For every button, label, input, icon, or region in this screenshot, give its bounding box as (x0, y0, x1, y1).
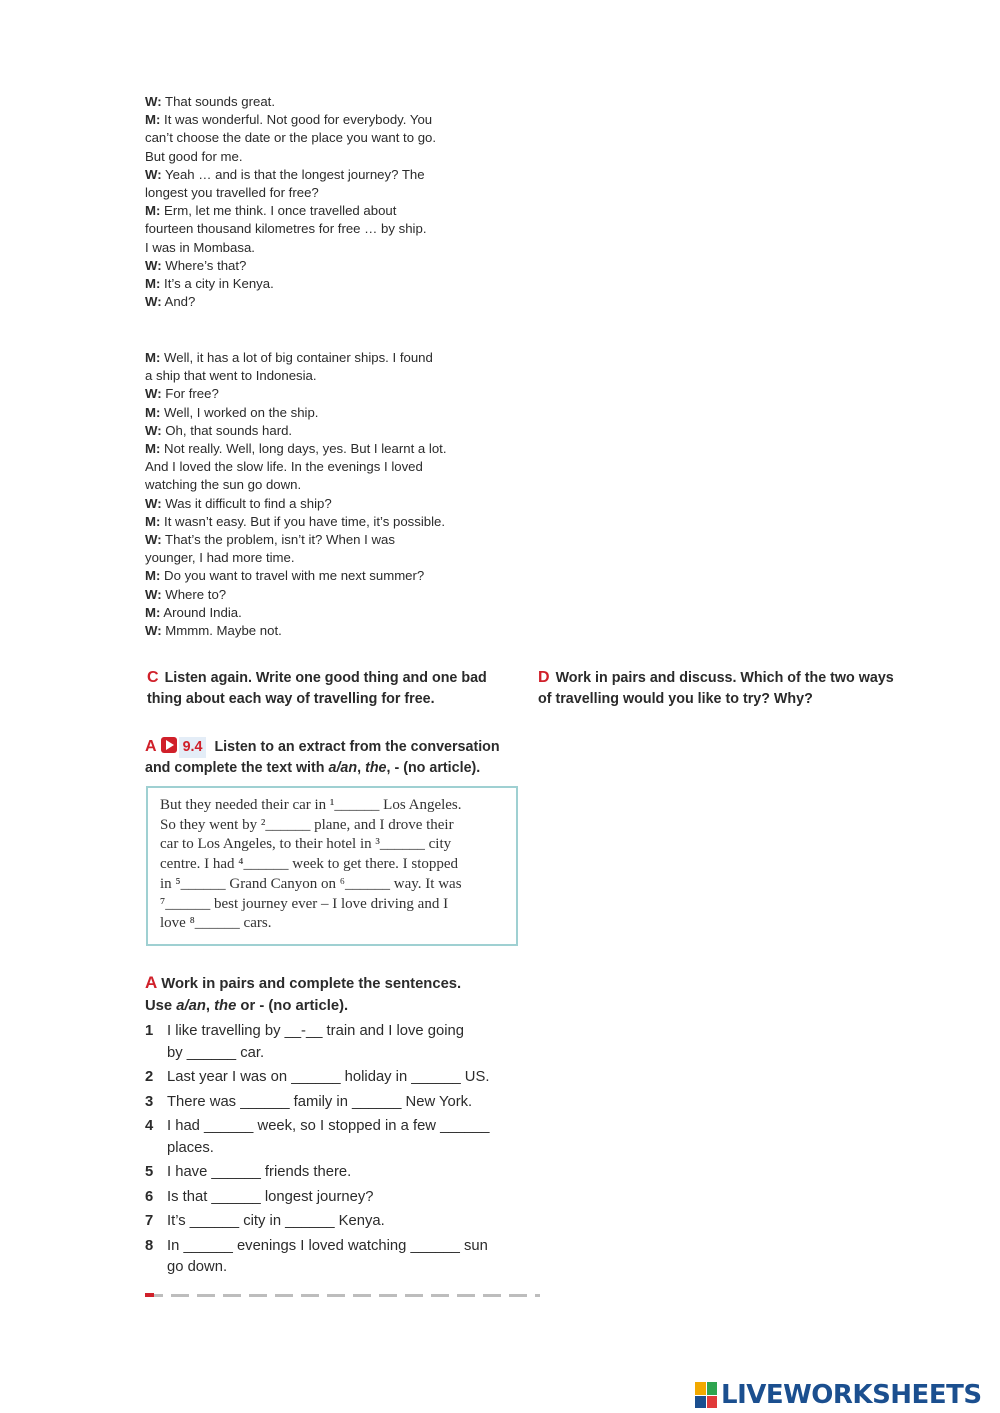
exercise-item (145, 1162, 535, 1184)
logo-mark-block (707, 1382, 718, 1395)
exercise-item (145, 1067, 535, 1089)
logo-mark-block (707, 1396, 718, 1409)
item-number: 7 (145, 1213, 154, 1229)
dialogue-text: For free? (161, 386, 219, 402)
item-number: 6 (145, 1188, 154, 1205)
exercise-a-option-1: a/an (176, 998, 206, 1014)
dialogue-text: That sounds great. (161, 94, 275, 109)
exercise-item (145, 1116, 535, 1159)
logo-mark-block (695, 1396, 706, 1409)
dialogue-part-1 (145, 93, 505, 311)
dialogue-text: Where to? (161, 586, 227, 602)
speaker-label: M: (145, 513, 161, 529)
item-text-line: I had ______ week, so I stopped in a few ______ (167, 1118, 490, 1134)
item-text (167, 1116, 535, 1159)
item-text-line: by ______ car. (167, 1044, 265, 1061)
speaker-label: W: (145, 532, 162, 548)
dialogue-line (145, 93, 505, 111)
dialogue-line (145, 422, 505, 440)
item-text (167, 1021, 535, 1064)
exercise-item (145, 1236, 535, 1279)
task-a-line-1: Listen to an extract from the conversation (214, 739, 500, 755)
dialogue-text: fourteen thousand kilometres for free … by ship. (145, 221, 427, 237)
text-box-line: But they needed their car in ¹______ Los Angeles. (160, 797, 462, 813)
task-a-option-1: a/an (328, 760, 358, 776)
dialogue-text: And? (161, 294, 196, 310)
speaker-label: W: (145, 166, 162, 182)
dialogue-line (145, 549, 505, 567)
dialogue-text: It was wonderful. Not good for everybody. You (160, 112, 433, 128)
item-text (167, 1162, 535, 1184)
dialogue-text: Around India. (160, 604, 242, 620)
dialogue-text: Well, I worked on the ship. (160, 404, 319, 420)
item-text-line: There was ______ family in ______ New York. (167, 1093, 473, 1110)
dialogue-text: Well, it has a lot of big container ships. I found (160, 350, 433, 365)
text-box-line: love ⁸______ cars. (160, 915, 272, 932)
task-a-listening (145, 736, 535, 779)
dialogue-line (145, 202, 505, 220)
dialogue-text: a ship that went to Indonesia. (145, 368, 317, 384)
dialogue-line (145, 239, 505, 257)
dialogue-line (145, 495, 505, 513)
speaker-label: M: (145, 203, 161, 219)
item-text (167, 1211, 535, 1233)
dialogue-line (145, 586, 505, 604)
exercise-item (145, 1211, 535, 1233)
dialogue-text: Erm, let me think. I once travelled about (160, 203, 397, 219)
dialogue-text: longest you travelled for free? (145, 185, 319, 201)
exercise-a-line-1: Work in pairs and complete the sentences. (161, 976, 462, 992)
item-number: 2 (145, 1069, 154, 1085)
speaker-label: W: (145, 623, 162, 639)
item-number: 3 (145, 1093, 154, 1110)
dialogue-line (145, 129, 505, 147)
dialogue-text: younger, I had more time. (145, 550, 295, 566)
exercise-items (145, 1021, 535, 1279)
dialogue-text: can’t choose the date or the place you want to go. (145, 130, 437, 146)
speaker-label: M: (145, 604, 161, 620)
task-d-line-1: Work in pairs and discuss. Which of the two ways (555, 670, 894, 686)
item-text-line: I have ______ friends there. (167, 1164, 352, 1180)
text-box-line: ⁷______ best journey ever – I love driving and I (160, 895, 449, 912)
liveworksheets-logo (695, 1380, 982, 1410)
item-text-line: Is that ______ longest journey? (167, 1188, 374, 1205)
task-c-line-1: Listen again. Write one good thing and one bad (164, 670, 487, 686)
task-c-letter: C (147, 669, 159, 686)
exercise-a-sep: , (205, 998, 215, 1014)
item-text-line: go down. (167, 1259, 228, 1275)
item-number: 1 (145, 1023, 154, 1039)
exercise-item (145, 1021, 535, 1064)
dialogue-text: Yeah … and is that the longest journey? The (161, 166, 425, 182)
task-a-letter: A (145, 738, 157, 755)
dialogue-line (145, 531, 505, 549)
task-a-option-2: the (365, 760, 387, 776)
speaker-label: W: (145, 257, 162, 273)
dialogue-line (145, 275, 505, 293)
item-number: 8 (145, 1237, 154, 1254)
dialogue-line (145, 111, 505, 129)
item-text-line: I like travelling by __-__ train and I love going (167, 1023, 464, 1039)
item-text-line: It’s ______ city in ______ Kenya. (167, 1213, 385, 1229)
speaker-label: W: (145, 94, 162, 109)
dialogue-text: Was it difficult to find a ship? (161, 495, 332, 511)
dialogue-text: Do you want to travel with me next summer? (160, 568, 425, 584)
speaker-label: M: (145, 112, 161, 128)
exercise-a-line-2-pre: Use (145, 998, 177, 1014)
track-number: 9.4 (179, 737, 207, 758)
task-c-line-2: thing about each way of travelling for free. (147, 691, 435, 707)
dialogue-line (145, 458, 505, 476)
speaker-label: M: (145, 404, 161, 420)
item-number: 4 (145, 1118, 154, 1134)
dialogue-line (145, 622, 505, 640)
exercise-a-line-2-post: or - (no article). (236, 998, 349, 1014)
exercise-item (145, 1187, 535, 1209)
exercise-item (145, 1092, 535, 1114)
dialogue-line (145, 293, 505, 311)
speaker-label: M: (145, 276, 161, 292)
dialogue-line (145, 220, 505, 238)
item-text (167, 1187, 535, 1209)
cut-off-next-heading (145, 1293, 540, 1299)
dialogue-text: Where’s that? (161, 257, 247, 273)
play-icon[interactable] (161, 737, 177, 753)
item-text (167, 1092, 535, 1114)
dialogue-line (145, 440, 505, 458)
logo-text: LIVEWORKSHEETS (721, 1380, 982, 1410)
dialogue-line (145, 513, 505, 531)
dialogue-text: It’s a city in Kenya. (160, 276, 274, 292)
task-d-letter: D (538, 669, 550, 686)
item-text-line: Last year I was on ______ holiday in ______ US. (167, 1069, 490, 1085)
dialogue-text: That’s the problem, isn’t it? When I was (161, 532, 395, 548)
dialogue-line (145, 367, 505, 385)
dialogue-line (145, 404, 505, 422)
item-text (167, 1236, 535, 1279)
speaker-label: M: (145, 568, 161, 584)
item-text (167, 1067, 535, 1089)
text-box-line: centre. I had ⁴______ week to get there. I stopped (160, 856, 459, 873)
dialogue-text: Mmmm. Maybe not. (161, 623, 282, 639)
dialogue-line (145, 166, 505, 184)
task-c (147, 667, 527, 710)
task-d (538, 667, 938, 710)
dialogue-text: watching the sun go down. (145, 477, 302, 493)
speaker-label: M: (145, 441, 161, 457)
dialogue-line (145, 604, 505, 622)
speaker-label: M: (145, 350, 161, 365)
gap-fill-text-box (146, 786, 518, 946)
exercise-a (145, 972, 535, 1282)
dialogue-line (145, 567, 505, 585)
item-number: 5 (145, 1164, 154, 1180)
text-box-line: So they went by ²______ plane, and I drove their (160, 816, 454, 833)
dialogue-line (145, 184, 505, 202)
item-text-line: places. (167, 1139, 214, 1156)
text-box-line: car to Los Angeles, to their hotel in ³______ city (160, 836, 452, 853)
task-a-line-2-post: , - (no article). (386, 760, 481, 776)
dialogue-text: Oh, that sounds hard. (161, 422, 293, 438)
item-text-line: In ______ evenings I loved watching ______ sun (167, 1237, 488, 1254)
dialogue-text: Not really. Well, long days, yes. But I learnt a lot. (160, 441, 447, 457)
dialogue-text: It wasn’t easy. But if you have time, it’s possible. (160, 513, 446, 529)
speaker-label: W: (145, 422, 162, 438)
speaker-label: W: (145, 386, 162, 402)
dialogue-text: And I loved the slow life. In the evenings I loved (145, 459, 423, 475)
dialogue-line (145, 349, 505, 367)
text-box-line: in ⁵______ Grand Canyon on ⁶______ way. It was (160, 875, 462, 892)
dialogue-text: But good for me. (145, 148, 243, 164)
speaker-label: W: (145, 294, 162, 310)
task-a-sep: , (357, 760, 366, 776)
logo-mark-icon (695, 1382, 717, 1408)
dialogue-line (145, 257, 505, 275)
exercise-a-letter: A (145, 973, 158, 992)
speaker-label: W: (145, 586, 162, 602)
logo-mark-block (695, 1382, 706, 1395)
dialogue-line (145, 476, 505, 494)
dialogue-text: I was in Mombasa. (145, 239, 255, 255)
speaker-label: W: (145, 495, 162, 511)
dialogue-part-2 (145, 349, 505, 640)
task-a-line-2-pre: and complete the text with (145, 760, 329, 776)
dialogue-line (145, 148, 505, 166)
dialogue-line (145, 385, 505, 403)
task-d-line-2: of travelling would you like to try? Why? (538, 691, 813, 707)
exercise-a-option-2: the (214, 998, 237, 1014)
